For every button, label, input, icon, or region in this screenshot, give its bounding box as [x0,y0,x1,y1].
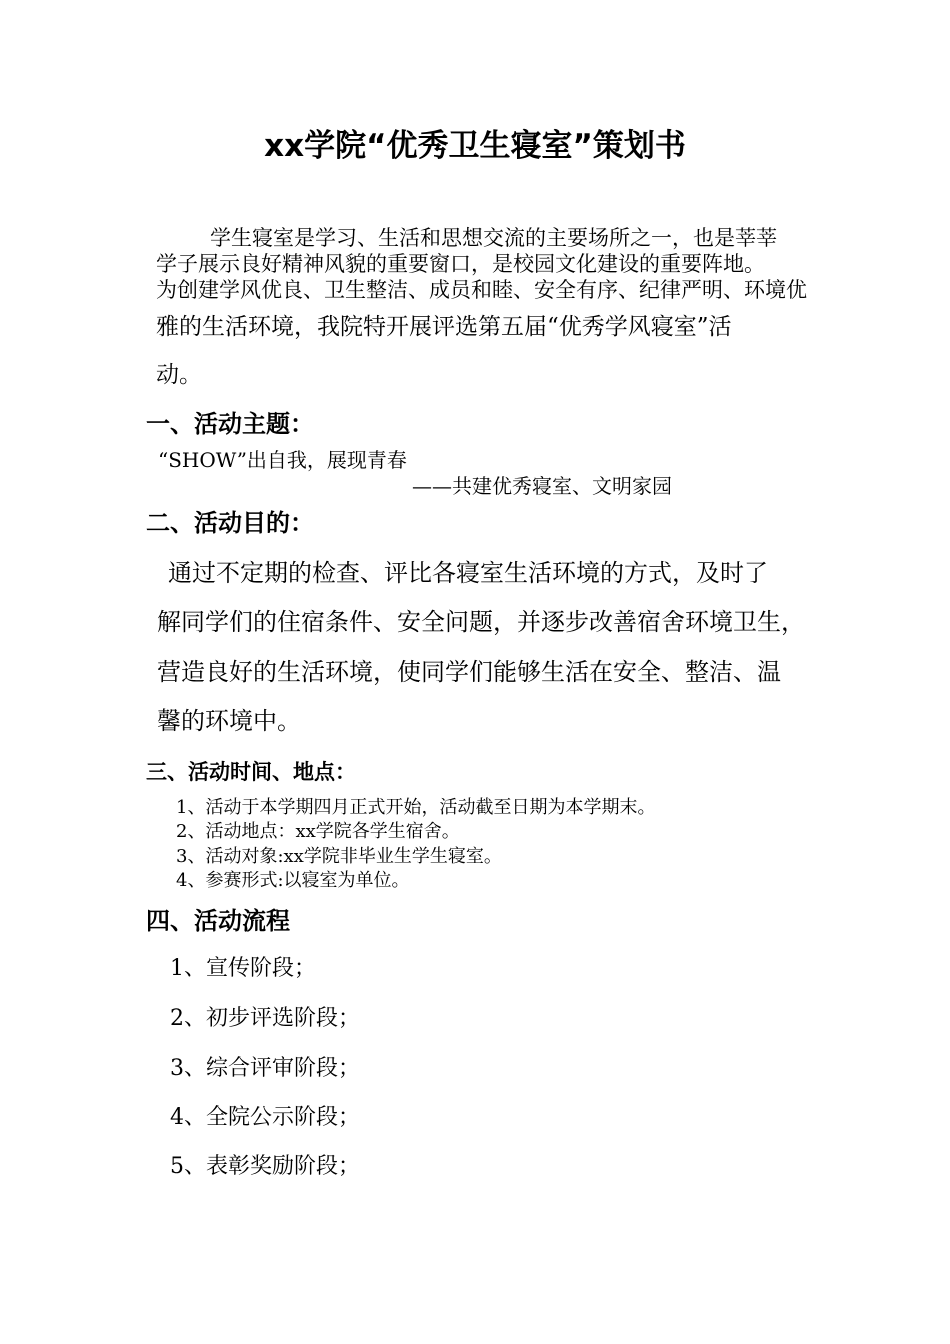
intro-line: 雅的生活环境，我院特开展评选第五届“优秀学风寝室”活 [156,314,732,340]
document-title: xx学院“优秀卫生寝室”策划书 [264,128,686,164]
list-item: 4、全院公示阶段； [170,1105,360,1130]
section-heading: 三、活动时间、地点： [146,760,356,784]
intro-line: 学生寝室是学习、生活和思想交流的主要场所之一，也是莘莘 [210,226,777,250]
list-item: 2、初步评选阶段； [170,1006,360,1031]
purpose-line: 解同学们的住宿条件、安全问题，并逐步改善宿舍环境卫生， [157,608,805,636]
intro-line: 为创建学风优良、卫生整洁、成员和睦、安全有序、纪律严明、环境优 [156,278,807,302]
intro-line: 动。 [156,362,202,388]
theme-subtitle: ——共建优秀寝室、文明家园 [412,474,672,498]
list-item: 4、参赛形式:以寝室为单位。 [176,870,410,891]
section-heading: 二、活动目的： [146,509,314,537]
section-heading: 一、活动主题： [146,410,314,438]
purpose-line: 通过不定期的检查、评比各寝室生活环境的方式，及时了 [168,559,768,587]
list-item: 2、活动地点：xx学院各学生宿舍。 [176,821,460,842]
purpose-line: 营造良好的生活环境，使同学们能够生活在安全、整洁、温 [157,658,781,686]
list-item: 5、表彰奖励阶段； [170,1154,360,1179]
list-item: 1、宣传阶段； [170,956,316,981]
list-item: 3、综合评审阶段； [170,1056,360,1081]
purpose-line: 馨的环境中。 [157,707,301,735]
list-item: 1、活动于本学期四月正式开始，活动截至日期为本学期末。 [176,797,656,818]
section-heading: 四、活动流程 [146,907,290,935]
theme-slogan: “SHOW”出自我，展现青春 [158,448,407,472]
intro-line: 学子展示良好精神风貌的重要窗口，是校园文化建设的重要阵地。 [156,252,765,276]
list-item: 3、活动对象:xx学院非毕业生学生寝室。 [176,846,502,867]
